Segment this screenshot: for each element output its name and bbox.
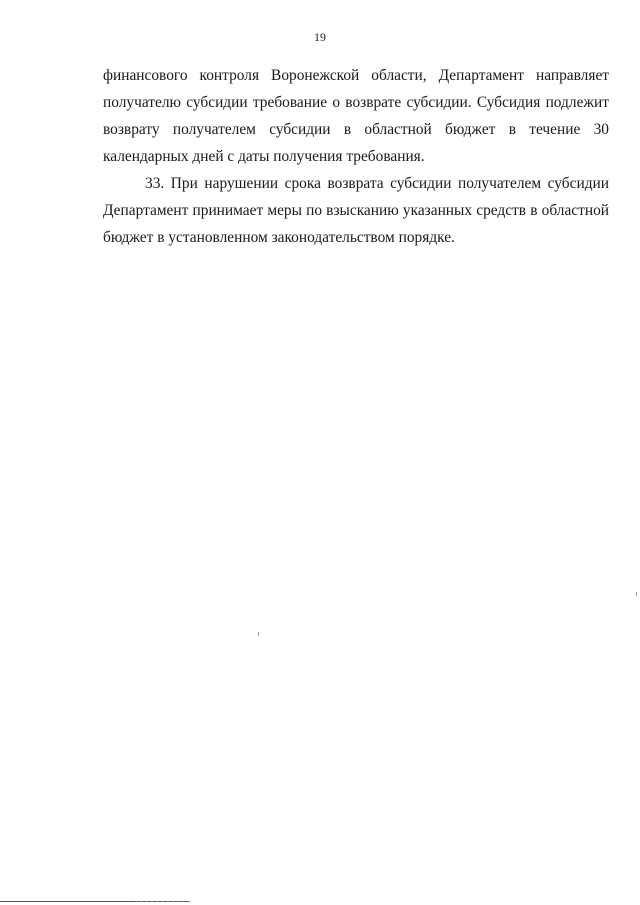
paragraph-continuation: финансового контроля Воронежской области, Департамент направляет получателю субсидии требование о возврате субсидии. Субсидия подлежит возврату получателем субсидии в областной бюджет в течение 30 календарных дней с даты получения требования. [103, 67, 609, 165]
scan-artifact [636, 592, 637, 596]
body-text [103, 62, 609, 251]
footer-rule-dashed [135, 901, 190, 902]
paragraph-33: 33. При нарушении срока возврата субсидии получателем субсидии Департамент принимает меры по взысканию указанных средств в областной бюджет в установленном законодательством порядке. [103, 175, 609, 246]
page-number: 19 [314, 30, 326, 44]
scan-artifact [258, 632, 259, 636]
